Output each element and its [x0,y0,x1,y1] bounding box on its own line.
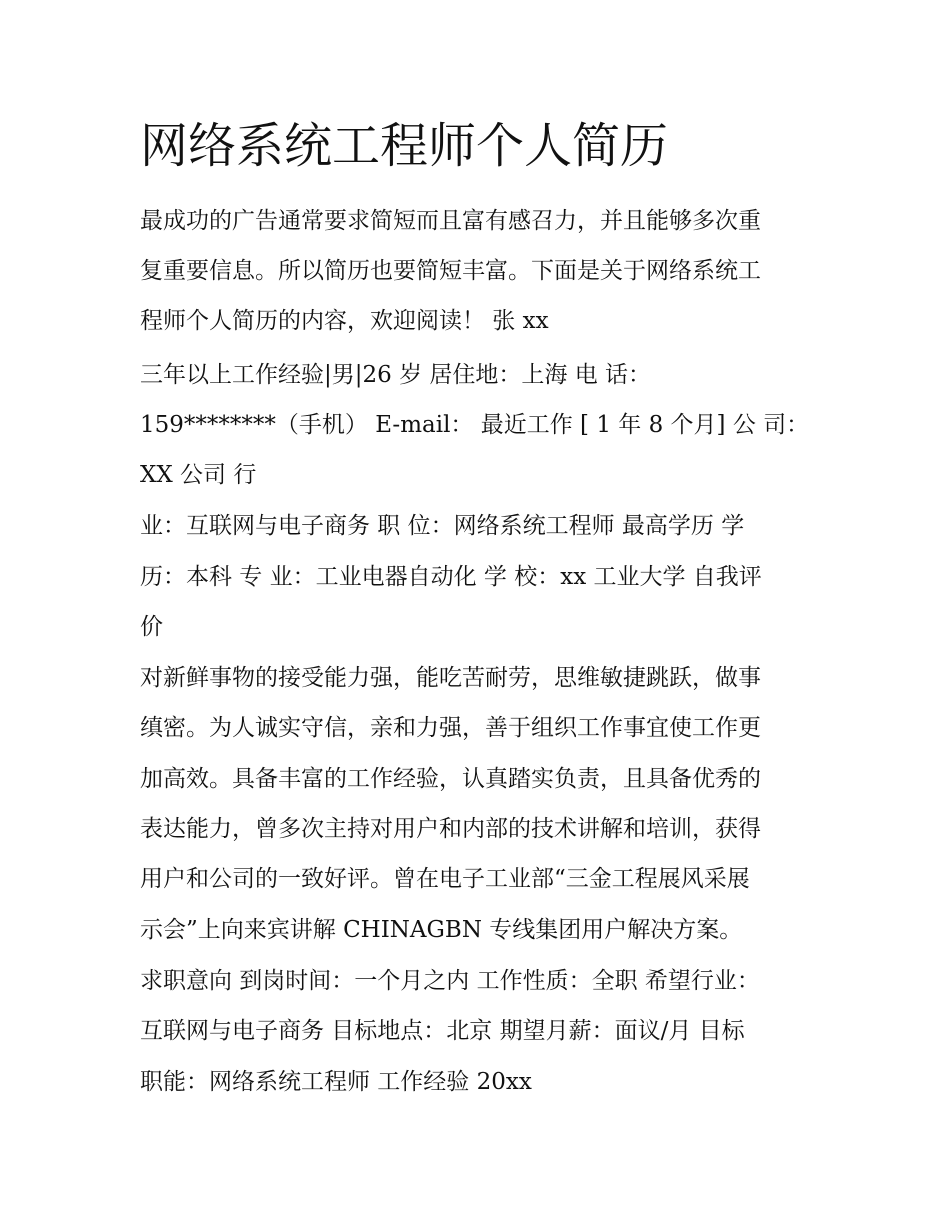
body-line: 历：本科 专 业：工业电器自动化 学 校：xx 工业大学 自我评 [140,564,762,590]
body-line: 业：互联网与电子商务 职 位：网络系统工程师 最高学历 学 [140,513,745,539]
body-line: 职能：网络系统工程师 工作经验 20xx [140,1069,532,1095]
body-line: 价 [140,614,163,640]
body-line: 复重要信息。所以简历也要简短丰富。下面是关于网络系统工 [140,258,761,284]
body-line: 缜密。为人诚实守信，亲和力强，善于组织工作事宜使工作更 [140,715,761,741]
body-line: 求职意向 到岗时间：一个月之内 工作性质：全职 希望行业： [140,968,760,994]
page-title: 网络系统工程师个人简历 [140,118,669,174]
body-line: 表达能力，曾多次主持对用户和内部的技术讲解和培训，获得 [140,816,761,842]
body-line: 最成功的广告通常要求简短而且富有感召力，并且能够多次重 [140,208,761,234]
body-line: 示会”上向来宾讲解 CHINAGBN 专线集团用户解决方案。 [140,917,743,943]
body-line: 对新鲜事物的接受能力强，能吃苦耐劳，思维敏捷跳跃，做事 [140,665,761,691]
body-line: 三年以上工作经验|男|26 岁 居住地：上海 电 话： [140,362,652,388]
body-line: 互联网与电子商务 目标地点：北京 期望月薪：面议/月 目标 [140,1018,745,1044]
body-line: XX 公司 行 [140,462,257,488]
body-line: 加高效。具备丰富的工作经验，认真踏实负责，且具备优秀的 [140,766,761,792]
body-line: 159********（手机） E-mail： 最近工作 [ 1 年 8 个月] 公 司： [140,412,810,438]
body-line: 用户和公司的一致好评。曾在电子工业部“三金工程展风采展 [140,866,750,892]
body-line: 程师个人简历的内容，欢迎阅读！ 张 xx [140,308,549,334]
